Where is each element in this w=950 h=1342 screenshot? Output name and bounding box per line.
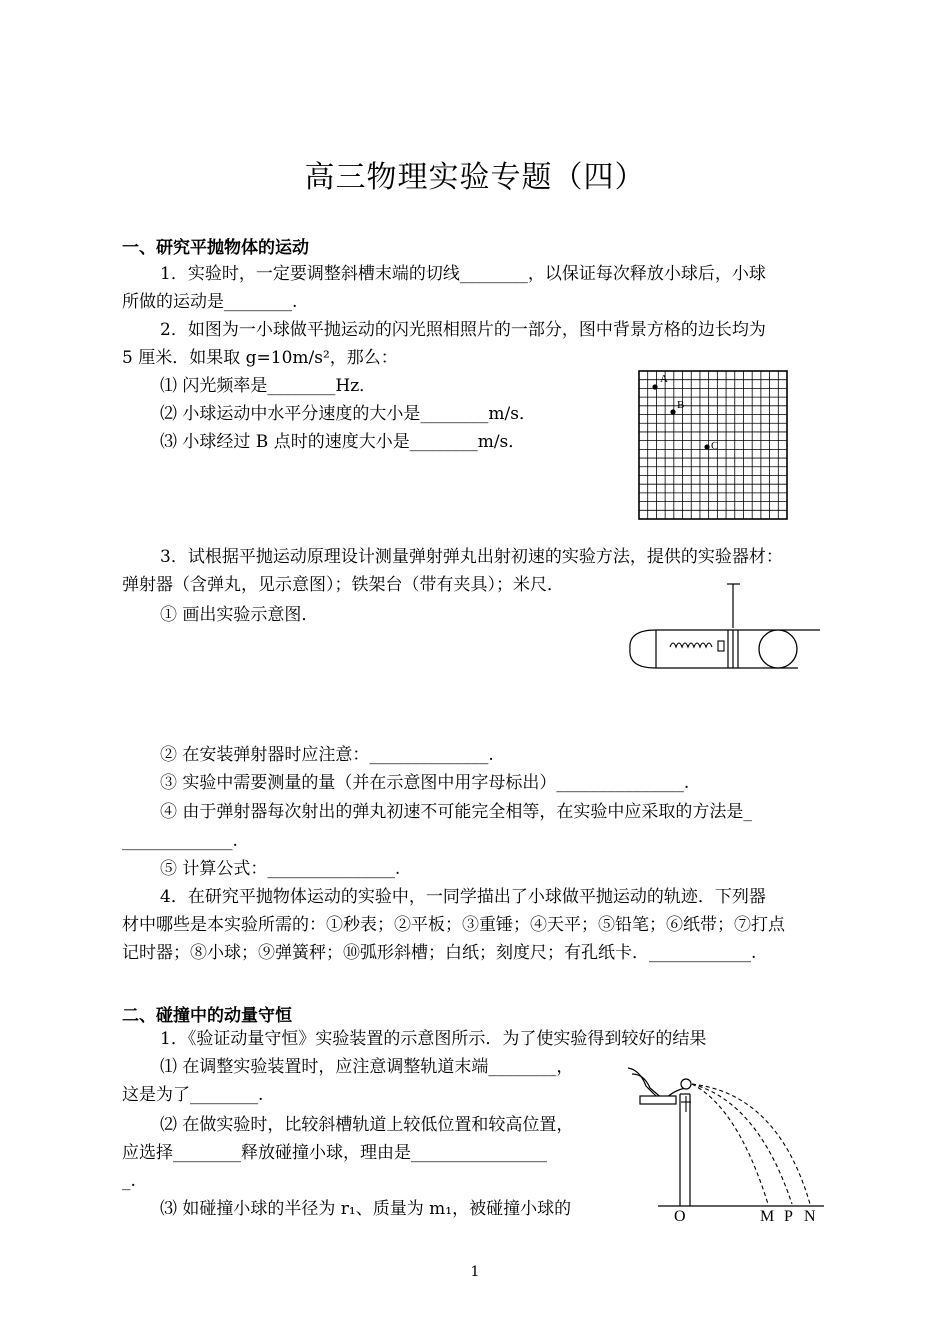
point-n-label: N <box>804 1208 816 1225</box>
paragraph-line: 1．实验时，一定要调整斜槽末端的切线________，以保证每次释放小球后，小球 <box>160 264 766 284</box>
page-title: 高三物理实验专题（四） <box>304 160 646 195</box>
collision-apparatus-diagram <box>628 1058 828 1226</box>
point-o-label: O <box>674 1208 686 1225</box>
paragraph-line: ⑵ 在做实验时，比较斜槽轨道上较低位置和较高位置， <box>160 1115 574 1135</box>
paragraph-line: 弹射器（含弹丸，见示意图）；铁架台（带有夹具）；米尺． <box>122 575 564 595</box>
paragraph-line: _. <box>122 1171 136 1191</box>
point-b-label: B <box>677 399 685 411</box>
paragraph-line: ① 画出实验示意图． <box>160 605 319 625</box>
point-c-label: C <box>711 440 719 452</box>
paragraph-line: ⑴ 在调整实验装置时，应注意调整轨道末端________， <box>160 1057 574 1077</box>
paragraph-line: ⑶ 小球经过 B 点时的速度大小是________m/s． <box>160 432 526 452</box>
point-m-label: M <box>760 1208 775 1225</box>
paragraph-line: 记时器；⑧小球；⑨弹簧秤；⑩弧形斜槽；白纸；刻度尺；有孔纸卡．____________. <box>122 943 757 963</box>
point-c-marker <box>704 444 709 449</box>
paragraph-line: ④ 由于弹射器每次射出的弹丸初速不可能完全相等，在实验中应采取的方法是_ <box>160 802 752 822</box>
launcher-diagram <box>626 580 826 675</box>
paragraph-line: 5 厘米．如果取 g=10m/s²，那么： <box>122 348 398 368</box>
page-number: 1 <box>470 1264 480 1280</box>
paragraph-line: 4．在研究平抛物体运动的实验中，一同学描出了小球做平抛运动的轨迹．下列器 <box>160 887 766 907</box>
point-p-label: P <box>784 1208 793 1225</box>
paragraph-line: 所做的运动是________. <box>122 292 298 312</box>
paragraph-line: ⑤ 计算公式：_______________. <box>160 859 401 879</box>
paragraph-line: ③ 实验中需要测量的量（并在示意图中用字母标出）_______________. <box>160 773 690 793</box>
paragraph-line: ⑴ 闪光频率是________Hz． <box>160 376 377 396</box>
paragraph-line: 2．如图为一小球做平抛运动的闪光照相照片的一部分，图中背景方格的边长均为 <box>160 320 766 340</box>
paragraph-line: 应选择________释放碰撞小球，理由是________________ <box>122 1143 547 1163</box>
point-a-label: A <box>660 373 668 385</box>
section-heading-projectile: 一、研究平抛物体的运动 <box>122 238 309 258</box>
paragraph-line: 3．试根据平抛运动原理设计测量弹射弹丸出射初速的实验方法，提供的实验器材： <box>160 547 783 567</box>
section-heading-momentum: 二、碰撞中的动量守恒 <box>122 1006 292 1026</box>
paragraph-line: ⑵ 小球运动中水平分速度的大小是________m/s． <box>160 404 536 424</box>
flash-photo-grid-figure <box>638 370 790 522</box>
paragraph-line: ⑶ 如碰撞小球的半径为 r₁、质量为 m₁，被碰撞小球的 <box>160 1199 572 1219</box>
paragraph-line: 1．《验证动量守恒》实验装置的示意图所示．为了使实验得到较好的结果 <box>160 1029 707 1049</box>
paragraph-line: 这是为了________. <box>122 1085 264 1105</box>
paragraph-line: _____________. <box>122 831 238 851</box>
point-b-marker <box>670 409 675 414</box>
paragraph-line: 材中哪些是本实验所需的：①秒表；②平板；③重锤；④天平；⑤铅笔；⑥纸带；⑦打点 <box>122 915 785 935</box>
point-a-marker <box>652 384 657 389</box>
paragraph-line: ② 在安装弹射器时应注意：______________. <box>160 745 494 765</box>
